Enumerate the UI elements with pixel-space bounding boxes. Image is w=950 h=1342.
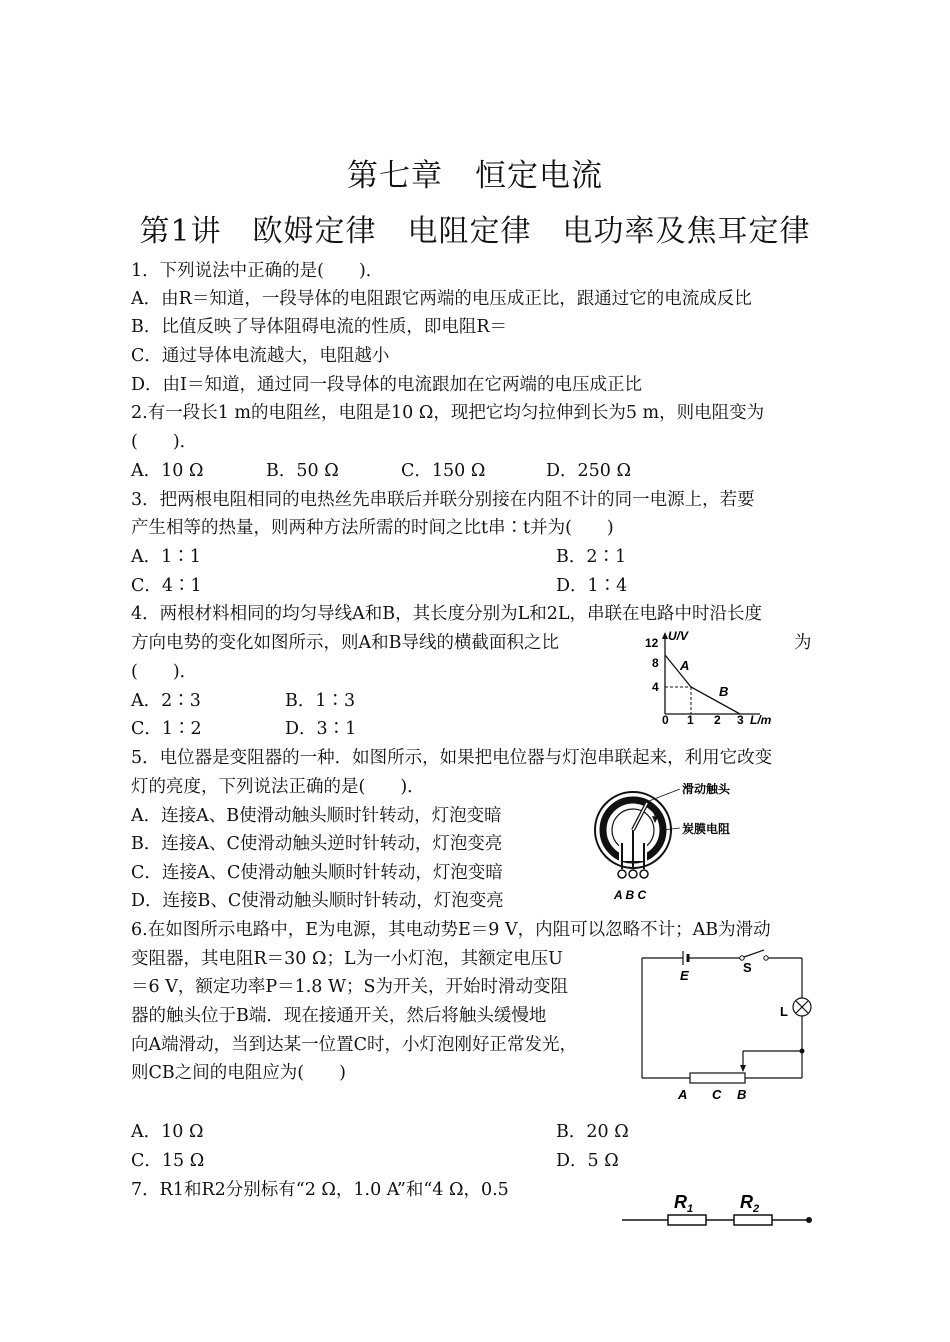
r2-subscript: 2 [753,1203,760,1215]
q1-option-a: A．由R＝知道，一段导体的电阻跟它两端的电压成正比，跟通过它的电流成反比 [131,289,752,309]
q4-option-c: C．1∶2 [131,719,202,739]
graph-x-tick: 3 [737,713,744,725]
label-l: L [780,1004,788,1019]
q5-stem-line1: 5．电位器是变阻器的一种．如图所示，如果把电位器与灯泡串联起来，利用它改变 [131,748,773,768]
graph-line [665,655,740,714]
q6-option-a: A．10 Ω [131,1122,204,1142]
r2-icon [734,1215,772,1225]
q3-stem-line1: 3．把两根电阻相同的电热丝先串联后并联分别接在内阻不计的同一电源上，若要 [131,490,755,510]
label-c: C [712,1087,722,1102]
q5-option-b: B．连接A、C使滑动触头逆时针转动，灯泡变亮 [131,834,503,854]
graph-y-tick: 12 [645,636,659,650]
q4-option-a: A．2∶3 [131,691,201,711]
q6-stem-line1: 6.在如图所示电路中，E为电源，其电动势E＝9 V，内阻可以忽略不计；AB为滑动 [131,920,771,940]
q3-option-b: B．2∶1 [556,547,627,567]
circuit-figure [630,948,820,1104]
carbon-film-label: 炭膜电阻 [682,822,731,836]
q6-stem-line2: 变阻器，其电阻R＝30 Ω；L为一小灯泡，其额定电压U [131,949,563,969]
q6-stem-line5: 向A端滑动，当到达某一位置C时，小灯泡刚好正常发光， [131,1035,578,1055]
lamp-icon [793,998,811,1016]
graph-x-tick: 2 [714,713,721,725]
q4-option-b: B．1∶3 [285,691,356,711]
graph-y-tick: 8 [652,656,659,670]
slider-label: 滑动触头 [682,783,731,796]
q7-stem-line1: 7．R1和R2分别标有“2 Ω，1.0 A”和“4 Ω，0.5 [131,1180,509,1200]
chapter-title: 第七章 恒定电流 [347,158,603,194]
q1-option-c: C．通过导体电流越大，电阻越小 [131,346,390,366]
q6-option-d: D．5 Ω [556,1151,619,1171]
switch-icon [744,950,764,957]
q5-option-d: D．连接B、C使滑动触头顺时针转动，灯泡变亮 [131,891,504,911]
svg-text:R1 [674,1192,693,1215]
q4-stem-line1: 4．两根材料相同的均匀导线A和B，其长度分别为L和2L，串联在电路中时沿长度 [131,604,763,624]
q2-option-c: C．150 Ω [401,461,486,481]
q3-option-a: A．1∶1 [131,547,201,567]
resistor-series-figure [618,1186,818,1232]
terminal-labels: A B C [614,888,647,902]
q1-stem: 1．下列说法中正确的是( )． [131,261,384,281]
q4-option-d: D．3∶1 [285,719,357,739]
q5-option-c: C．连接A、C使滑动触头顺时针转动，灯泡变暗 [131,863,503,883]
q3-option-c: C．4∶1 [131,576,202,596]
graph-x-tick: 0 [662,713,669,725]
graph-x-tick: 1 [687,713,694,725]
r1-label: R [674,1192,687,1212]
q5-stem-line2: 灯的亮度，下列说法正确的是( )． [131,777,425,797]
q6-stem-line6: 则CB之间的电阻应为( ) [131,1063,346,1083]
q6-stem-line3: ＝6 V，额定功率P＝1.8 W；S为开关，开始时滑动变阻 [131,977,568,997]
potentiometer-figure [592,783,782,905]
q6-stem-line4: 器的触头位于B端．现在接通开关，然后将触头缓慢地 [131,1006,547,1026]
q2-option-d: D．250 Ω [546,461,632,481]
q3-stem-line2: 产生相等的热量，则两种方法所需的时间之比t串∶t并为( ) [131,518,614,538]
q6-option-b: B．20 Ω [556,1122,629,1142]
r2-label: R [740,1192,753,1212]
q2-option-a: A．10 Ω [131,461,204,481]
potential-graph [640,630,790,725]
q4-stem-line3: ( )． [131,662,198,682]
r1-subscript: 1 [687,1203,694,1215]
label-a: A [678,1087,688,1102]
graph-label-a: A [680,658,690,673]
graph-x-label: L/m [750,713,772,725]
svg-text:R2 [740,1192,759,1215]
graph-y-tick: 4 [652,680,659,694]
r1-icon [668,1215,706,1225]
lecture-title: 第1讲 欧姆定律 电阻定律 电功率及焦耳定律 [139,214,811,249]
label-b: B [737,1087,747,1102]
rheostat-icon [690,1073,745,1083]
q2-stem-line1: 2.有一段长1 m的电阻丝，电阻是10 Ω，现把它均匀拉伸到长为5 m，则电阻变为 [131,403,765,423]
q2-option-b: B．50 Ω [266,461,339,481]
graph-label-b: B [719,684,729,699]
q6-option-c: C．15 Ω [131,1151,205,1171]
q1-option-d: D．由I＝知道，通过同一段导体的电流跟加在它两端的电压成正比 [131,375,642,395]
q3-option-d: D．1∶4 [556,576,628,596]
q4-stem-line2: 方向电势的变化如图所示，则A和B导线的横截面积之比 [131,633,559,653]
q2-stem-line2: ( )． [131,432,198,452]
label-e: E [680,968,689,983]
label-s: S [743,960,752,975]
graph-y-label: U/V [668,630,689,643]
q5-option-a: A．连接A、B使滑动触头顺时针转动，灯泡变暗 [131,806,502,826]
q1-option-b: B．比值反映了导体阻碍电流的性质，即电阻R＝ [131,317,508,337]
q4-stem-line2-end: 为 [794,633,812,653]
